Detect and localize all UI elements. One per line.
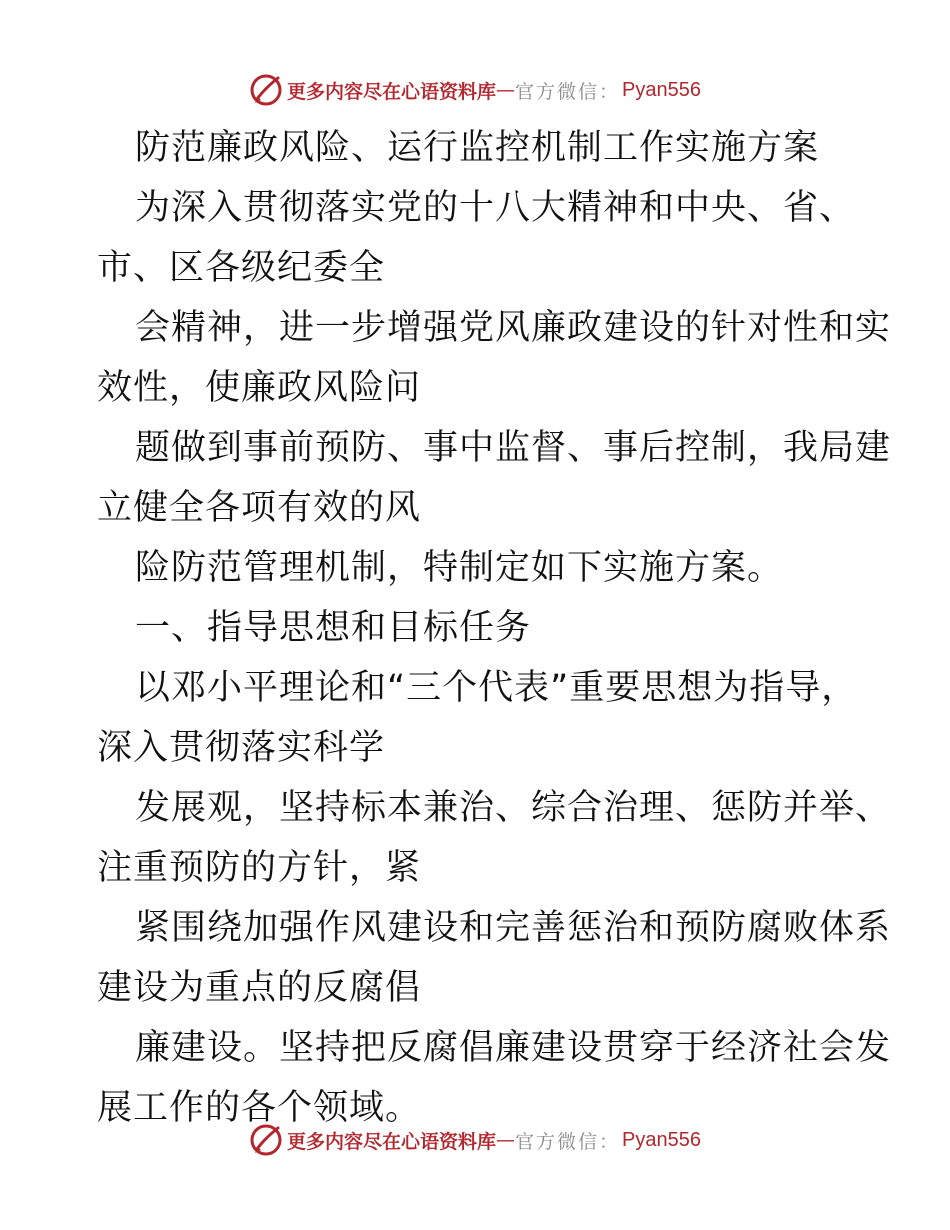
document-title: 防范廉政风险、运行监控机制工作实施方案 [135, 128, 820, 168]
banner-sub-text: 官方微信： [515, 80, 621, 103]
paragraph-line: 展工作的各个领域。 [97, 1088, 422, 1128]
paragraph-line: 廉建设。坚持把反腐倡廉建设贯穿于经济社会发 [135, 1028, 892, 1068]
banner-wechat-id: Pyan556 [622, 78, 701, 101]
paragraph-line: 注重预防的方针，紧 [97, 848, 422, 888]
banner-main-text: 更多内容尽在心语资料库 [287, 80, 497, 103]
paragraph-line: 发展观，坚持标本兼治、综合治理、惩防并举、 [135, 788, 892, 828]
paragraph-line: 立健全各项有效的风 [97, 488, 422, 528]
paragraph-line: 市、区各级纪委全 [97, 248, 386, 288]
paragraph-line: 效性，使廉政风险问 [97, 368, 422, 408]
brush-logo-icon [249, 73, 283, 107]
brush-logo-icon [249, 1123, 283, 1157]
paragraph-line: 题做到事前预防、事中监督、事后控制，我局建 [135, 428, 892, 468]
banner-sub-text: 官方微信： [515, 1130, 621, 1153]
banner-main-text: 更多内容尽在心语资料库 [287, 1130, 497, 1153]
paragraph-line: 以邓小平理论和“三个代表”重要思想为指导， [135, 668, 858, 708]
banner-dash: — [496, 1129, 516, 1151]
paragraph-line: 深入贯彻落实科学 [97, 728, 386, 768]
paragraph-line: 建设为重点的反腐倡 [97, 968, 422, 1008]
section-heading: 一、指导思想和目标任务 [135, 608, 532, 648]
paragraph-line: 会精神，进一步增强党风廉政建设的针对性和实 [135, 308, 892, 348]
paragraph-line: 为深入贯彻落实党的十八大精神和中央、省、 [135, 188, 856, 228]
footer-watermark-banner [0, 1120, 950, 1160]
banner-dash: — [496, 79, 516, 101]
header-watermark-banner [0, 70, 950, 110]
paragraph-line: 紧围绕加强作风建设和完善惩治和预防腐败体系 [135, 908, 892, 948]
document-body [97, 118, 892, 1138]
paragraph-line: 险防范管理机制，特制定如下实施方案。 [135, 548, 784, 588]
banner-wechat-id: Pyan556 [622, 1128, 701, 1151]
